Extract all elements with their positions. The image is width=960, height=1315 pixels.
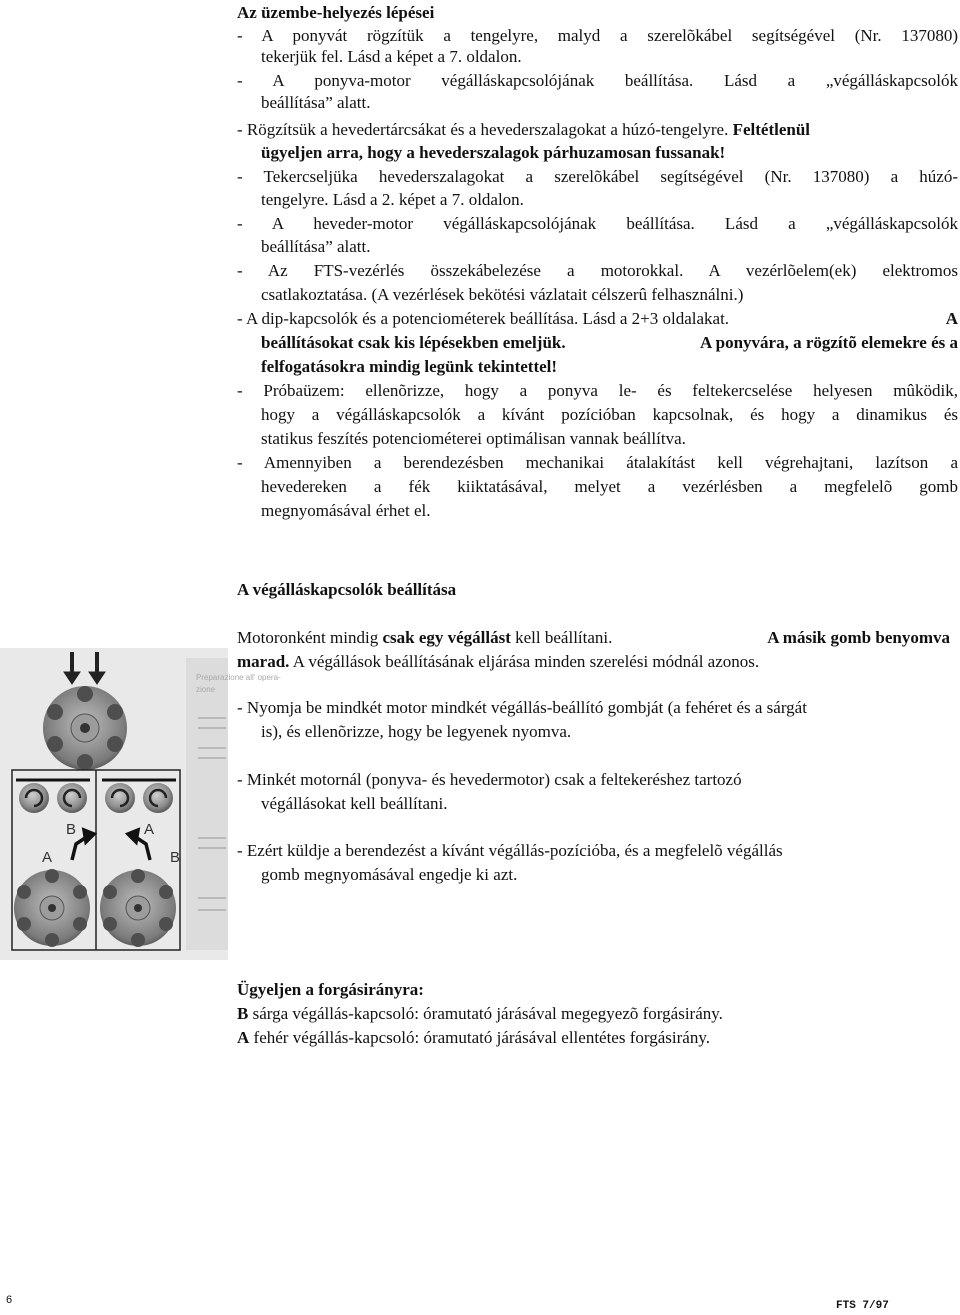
list-item-line: - Ezért küldje a berendezést a kívánt végállás-pozícióba, és a megfelelõ végállás — [237, 841, 783, 860]
label-b: B — [170, 849, 181, 866]
warning-text: ügyeljen arra, hogy a hevederszalagok párhuzamosan fussanak! — [261, 143, 726, 162]
label-a: A — [144, 821, 155, 838]
label-b: B — [66, 821, 77, 838]
list-item-line: statikus feszítés potenciométerei optimálisan vannak beállítva. — [261, 429, 686, 448]
page-number: 6 — [6, 1294, 13, 1306]
section-heading-rotation: Ügyeljen a forgásirányra: — [237, 980, 424, 999]
list-item-line: - Amennyiben a berendezésben mechanikai átalakítást kell végrehajtani, lazítson a — [237, 453, 958, 472]
rotation-row-b: B sárga végállás-kapcsoló: óramutató járásával megegyezõ forgásirány. — [237, 1004, 723, 1023]
list-item-line: - Nyomja be mindkét motor mindkét végállás-beállító gombját (a fehéret és a sárgát — [237, 698, 807, 717]
list-item-line: beállítása” alatt. — [261, 93, 371, 112]
faint-title: zione — [196, 685, 216, 694]
list-item-line: - A ponyva-motor végálláskapcsolójának beállítása. Lásd a „végálláskapcsolók — [237, 71, 958, 90]
label-a: A — [42, 849, 53, 866]
list-item-line: gomb megnyomásával engedje ki azt. — [261, 865, 518, 884]
list-item-line: tekerjük fel. Lásd a képet a 7. oldalon. — [261, 47, 522, 66]
rotation-row-a: A fehér végállás-kapcsoló: óramutató járásával ellentétes forgásirány. — [237, 1028, 710, 1047]
list-item-line: - A ponyvát rögzítük a tengelyre, malyd a szerelõkábel segítségével (Nr. 137080) — [237, 26, 958, 45]
list-item-line: - Az FTS-vezérlés összekábelezése a motorokkal. A vezérlõelem(ek) elektromos — [237, 261, 958, 280]
warning-text: beállításokat csak kis lépésekben emeljük. A ponyvára, a rögzítõ elemekre és a — [261, 333, 958, 352]
document-code: FTS 7/97 — [836, 1300, 889, 1312]
list-item-line: megnyomásával érhet el. — [261, 501, 431, 520]
section-heading-installation: Az üzembe-helyezés lépései — [237, 3, 435, 22]
faint-title: Preparazione all' opera- — [196, 673, 281, 682]
list-item-line: is), és ellenõrizze, hogy be legyenek nyomva. — [261, 722, 572, 741]
list-item-line: - Minkét motornál (ponyva- és hevedermotor) csak a feltekeréshez tartozó — [237, 770, 742, 789]
list-item-line: tengelyre. Lásd a 2. képet a 7. oldalon. — [261, 190, 524, 209]
section-heading-limit-switches: A végálláskapcsolók beállítása — [237, 580, 457, 599]
list-item-line: - Tekercseljüka hevederszalagokat a szerelõkábel segítségével (Nr. 137080) a húzó- — [237, 167, 958, 186]
list-item-line: beállítása” alatt. — [261, 237, 371, 256]
list-item-line: hevedereken a fék kiiktatásával, melyet a vezérlésben a megfelelõ gomb — [261, 477, 958, 496]
limit-switch-illustration — [0, 648, 281, 960]
list-item-line: - A heveder-motor végálláskapcsolójának beállítása. Lásd a „végálláskapcsolók — [237, 214, 958, 233]
intro-line: marad. A végállások beállításának eljárása minden szerelési módnál azonos. — [237, 652, 760, 671]
knob-icon — [43, 686, 127, 770]
list-item-line: hogy a végálláskapcsolók a kívánt pozícióban kapcsolnak, és hogy a dinamikus és — [261, 405, 958, 424]
list-item-line: - Rögzítsük a hevedertárcsákat és a hevederszalagokat a húzó-tengelyre. Feltétlenül — [237, 120, 811, 139]
list-item-line: - Próbaüzem: ellenõrizze, hogy a ponyva le- és feltekercselése helyesen mûködik, — [237, 381, 958, 400]
warning-text: felfogatásokra mindig legünk tekintettel! — [261, 357, 558, 376]
list-item-line: - A dip-kapcsolók és a potenciométerek beállítása. Lásd a 2+3 oldalakat. A — [237, 309, 958, 328]
intro-line: Motoronként mindig csak egy végállást kell beállítani. A másik gomb benyomva — [237, 628, 950, 647]
list-item-line: végállásokat kell beállítani. — [261, 794, 448, 813]
list-item-line: csatlakoztatása. (A vezérlések bekötési vázlatait célszerû felhasználni.) — [261, 285, 744, 304]
